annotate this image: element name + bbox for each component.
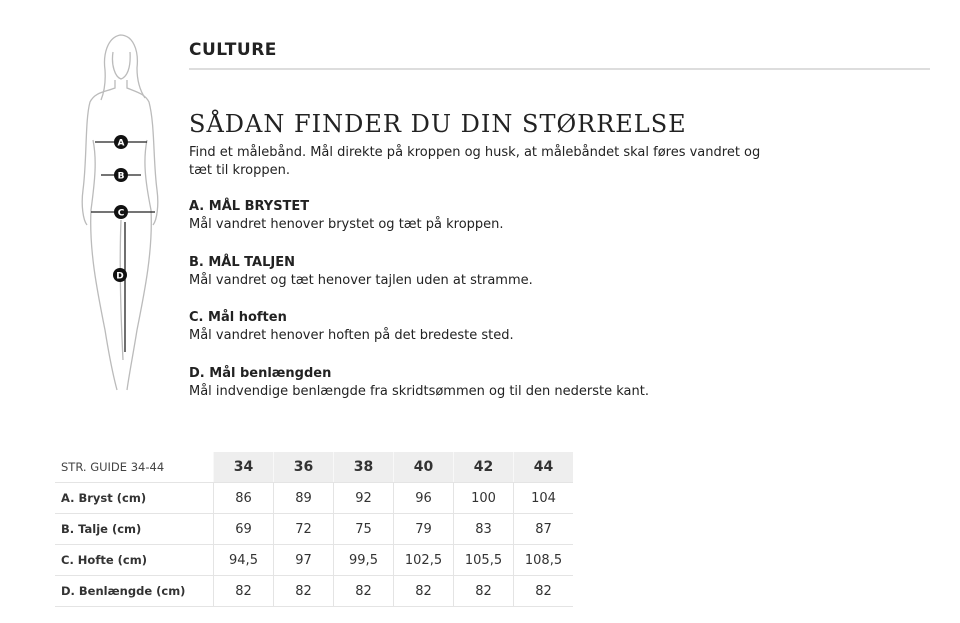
table-cell: 82 <box>514 576 574 607</box>
table-cell: 72 <box>274 514 334 545</box>
table-cell: 82 <box>454 576 514 607</box>
section-text: Mål vandret henover hoften på det bredeste sted. <box>189 328 514 343</box>
brand-heading: CULTURE <box>189 40 277 60</box>
table-header-label: STR. GUIDE 34-44 <box>55 452 214 483</box>
table-cell: 82 <box>394 576 454 607</box>
table-cell: 75 <box>334 514 394 545</box>
table-cell: 99,5 <box>334 545 394 576</box>
section-hip <box>189 309 514 345</box>
page-title: SÅDAN FINDER DU DIN STØRRELSE <box>189 110 687 138</box>
table-cell: 102,5 <box>394 545 454 576</box>
table-row <box>55 545 573 576</box>
marker-a <box>114 135 128 149</box>
size-header: 36 <box>274 452 334 483</box>
section-text: Mål vandret og tæt henover tajlen uden at stramme. <box>189 273 533 288</box>
table-cell: 83 <box>454 514 514 545</box>
intro-text: Find et målebånd. Mål direkte på kroppen og husk, at målebåndet skal føres vandret og tæt til kroppen. <box>189 145 761 178</box>
marker-d <box>113 268 127 282</box>
size-header: 38 <box>334 452 394 483</box>
size-header: 42 <box>454 452 514 483</box>
table-row <box>55 514 573 545</box>
size-header: 34 <box>214 452 274 483</box>
row-label: A. Bryst (cm) <box>55 483 214 514</box>
section-heading: A. MÅL BRYSTET <box>189 199 310 214</box>
table-cell: 87 <box>514 514 574 545</box>
table-cell: 82 <box>274 576 334 607</box>
section-waist <box>189 254 533 290</box>
table-row <box>55 576 573 607</box>
table-cell: 100 <box>454 483 514 514</box>
marker-b <box>114 168 128 182</box>
row-label: C. Hofte (cm) <box>55 545 214 576</box>
svg-text:A: A <box>117 138 125 149</box>
table-cell: 108,5 <box>514 545 574 576</box>
table-cell: 86 <box>214 483 274 514</box>
table-row <box>55 483 573 514</box>
table-cell: 94,5 <box>214 545 274 576</box>
svg-text:D: D <box>116 271 124 282</box>
table-cell: 96 <box>394 483 454 514</box>
section-bust <box>189 198 504 234</box>
table-header-row <box>55 452 573 483</box>
divider <box>189 68 930 70</box>
table-cell: 104 <box>514 483 574 514</box>
table-cell: 69 <box>214 514 274 545</box>
table-cell: 79 <box>394 514 454 545</box>
body-measurement-figure <box>75 30 185 400</box>
svg-text:B: B <box>117 171 125 182</box>
size-header: 40 <box>394 452 454 483</box>
marker-c <box>114 205 128 219</box>
svg-text:C: C <box>117 208 125 219</box>
row-label: B. Talje (cm) <box>55 514 214 545</box>
section-heading: C. Mål hoften <box>189 310 287 325</box>
size-guide-table <box>55 452 573 607</box>
row-label: D. Benlængde (cm) <box>55 576 214 607</box>
section-text: Mål indvendige benlængde fra skridtsømmen og til den nederste kant. <box>189 384 649 399</box>
section-leg <box>189 365 649 401</box>
section-heading: B. MÅL TALJEN <box>189 255 295 270</box>
table-cell: 82 <box>334 576 394 607</box>
table-cell: 89 <box>274 483 334 514</box>
section-heading: D. Mål benlængden <box>189 366 332 381</box>
section-text: Mål vandret henover brystet og tæt på kroppen. <box>189 217 504 232</box>
table-cell: 82 <box>214 576 274 607</box>
table-cell: 92 <box>334 483 394 514</box>
size-header: 44 <box>514 452 574 483</box>
table-cell: 105,5 <box>454 545 514 576</box>
table-cell: 97 <box>274 545 334 576</box>
